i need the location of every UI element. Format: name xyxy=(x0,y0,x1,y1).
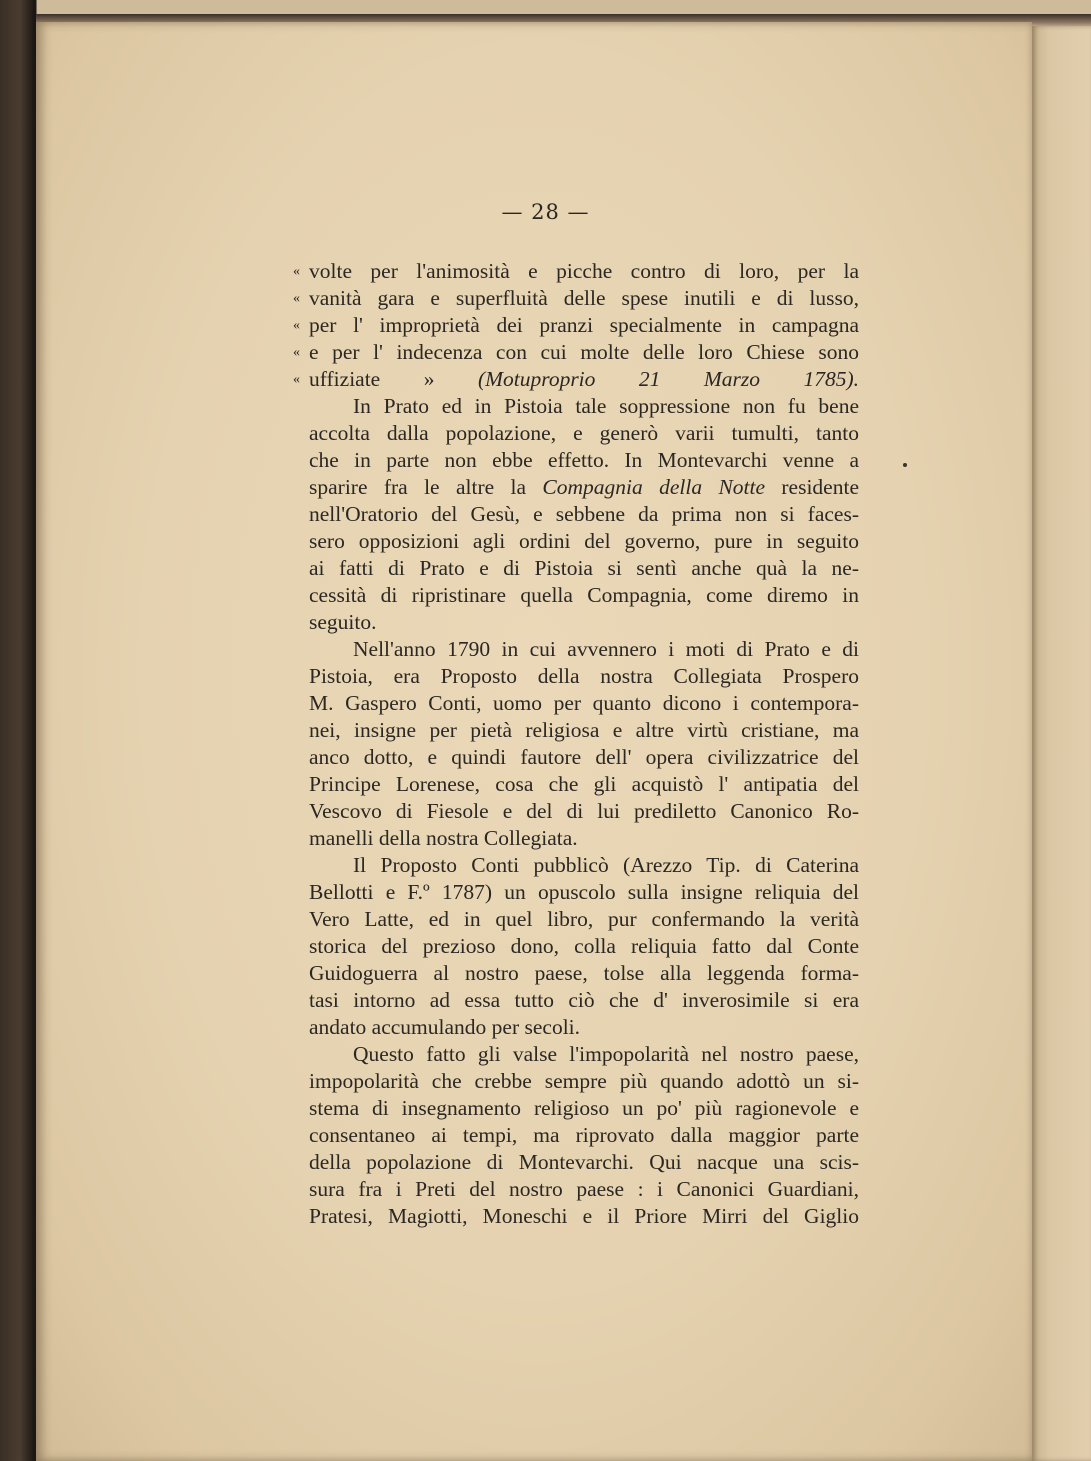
line-text: Bellotti e F.º 1787) un opuscolo sulla insigne reliquia del xyxy=(309,880,859,904)
text-line xyxy=(309,663,859,690)
line-text: che in parte non ebbe effetto. In Montevarchi venne a xyxy=(309,448,859,472)
text-line xyxy=(293,366,860,393)
text-line xyxy=(309,1068,859,1095)
line-text: impopolarità che crebbe sempre più quando adottò un si- xyxy=(309,1069,859,1093)
line-text: storica del prezioso dono, colla reliquia fatto dal Conte xyxy=(309,934,859,958)
text-line xyxy=(309,393,859,420)
text-line xyxy=(309,852,859,879)
line-text: Nell'anno 1790 in cui avvennero i moti di Prato e di xyxy=(353,637,859,661)
line-text: In Prato ed in Pistoia tale soppressione non fu bene xyxy=(353,394,859,418)
quote-mark: « xyxy=(293,264,300,279)
text-line xyxy=(309,474,859,501)
line-text: tasi intorno ad essa tutto ciò che d' inverosimile si era xyxy=(309,988,859,1012)
line-text: Principe Lorenese, cosa che gli acquistò l' antipatia del xyxy=(309,772,859,796)
line-text: M. Gaspero Conti, uomo per quanto dicono i contempora- xyxy=(309,691,859,715)
line-text: stema di insegnamento religioso un po' più ragionevole e xyxy=(309,1096,859,1120)
line-text: Vescovo di Fiesole e del di lui prediletto Canonico Ro- xyxy=(309,799,859,823)
text-line xyxy=(309,879,859,906)
line-text: andato accumulando per secoli. xyxy=(309,1015,581,1039)
line-text: per l' improprietà dei pranzi specialmente in campagna xyxy=(309,313,859,337)
text-line xyxy=(309,987,859,1014)
page-number: — 28 — xyxy=(501,200,590,224)
line-text: cessità di ripristinare quella Compagnia, come diremo in xyxy=(309,583,859,607)
text-line xyxy=(309,582,859,609)
line-text: uffiziate » xyxy=(309,367,435,391)
line-text: e per l' indecenza con cui molte delle loro Chiese sono xyxy=(309,340,859,364)
quote-mark: « xyxy=(293,291,300,306)
text-line xyxy=(309,1095,859,1122)
text-line xyxy=(309,1176,859,1203)
text-line xyxy=(309,636,859,663)
text-line xyxy=(309,690,859,717)
text-line xyxy=(309,798,859,825)
text-line xyxy=(309,501,859,528)
text-line xyxy=(309,744,859,771)
text-line xyxy=(293,285,859,312)
text-line xyxy=(309,1203,859,1230)
text-line xyxy=(293,312,859,339)
text-line xyxy=(309,1014,859,1041)
line-text: Guidoguerra al nostro paese, tolse alla leggenda forma- xyxy=(309,961,859,985)
italic-text: Compagnia della Notte xyxy=(542,475,766,499)
text-line xyxy=(309,420,859,447)
text-line xyxy=(309,717,859,744)
line-text: Pistoia, era Proposto della nostra Collegiata Prospero xyxy=(309,664,859,688)
text-line xyxy=(309,555,859,582)
text-line xyxy=(309,933,859,960)
quote-mark: « xyxy=(293,372,300,387)
text-line xyxy=(309,1041,859,1068)
text-line xyxy=(309,771,859,798)
line-text: Pratesi, Magiotti, Moneschi e il Priore Mirri del Giglio xyxy=(309,1204,859,1228)
text-line xyxy=(309,447,859,474)
text-line xyxy=(309,960,859,987)
line-text: anco dotto, e quindi fautore dell' opera civilizzatrice del xyxy=(309,745,859,769)
body-text xyxy=(293,258,860,1230)
line-text: della popolazione di Montevarchi. Qui nacque una scis- xyxy=(309,1150,859,1174)
quote-mark: « xyxy=(293,345,300,360)
line-text: sparire fra le altre la xyxy=(309,475,527,499)
line-text: manelli della nostra Collegiata. xyxy=(309,826,578,850)
margin-mark xyxy=(903,463,907,467)
facing-page-edge xyxy=(1032,26,1091,1461)
text-line xyxy=(309,528,859,555)
text-line xyxy=(309,1149,859,1176)
text-line xyxy=(293,339,859,366)
line-text: sura fra i Preti del nostro paese : i Canonici Guardiani, xyxy=(309,1177,859,1201)
line-text: vanità gara e superfluità delle spese inutili e di lusso, xyxy=(309,286,859,310)
line-text: Il Proposto Conti pubblicò (Arezzo Tip. di Caterina xyxy=(353,853,859,877)
italic-text: (Motuproprio 21 Marzo 1785). xyxy=(477,367,860,391)
line-text: volte per l'animosità e picche contro di loro, per la xyxy=(309,259,859,283)
quote-mark: « xyxy=(293,318,300,333)
line-text: sero opposizioni agli ordini del governo, pure in seguito xyxy=(309,529,859,553)
text-line xyxy=(293,258,859,285)
line-text: nei, insigne per pietà religiosa e altre virtù cristiane, ma xyxy=(309,718,859,742)
text-line xyxy=(309,609,859,636)
line-text: Questo fatto gli valse l'impopolarità nel nostro paese, xyxy=(353,1042,859,1066)
line-text: Vero Latte, ed in quel libro, pur confermando la verità xyxy=(309,907,859,931)
text-line xyxy=(309,825,859,852)
line-text: residente xyxy=(781,475,859,499)
text-line xyxy=(309,1122,859,1149)
line-text: seguito. xyxy=(309,610,377,634)
line-text: ai fatti di Prato e di Pistoia si sentì anche quà la ne- xyxy=(309,556,859,580)
line-text: consentaneo ai tempi, ma riprovato dalla maggior parte xyxy=(309,1123,859,1147)
line-text: accolta dalla popolazione, e generò varii tumulti, tanto xyxy=(309,421,859,445)
line-text: nell'Oratorio del Gesù, e sebbene da prima non si faces- xyxy=(309,502,859,526)
text-line xyxy=(309,906,859,933)
